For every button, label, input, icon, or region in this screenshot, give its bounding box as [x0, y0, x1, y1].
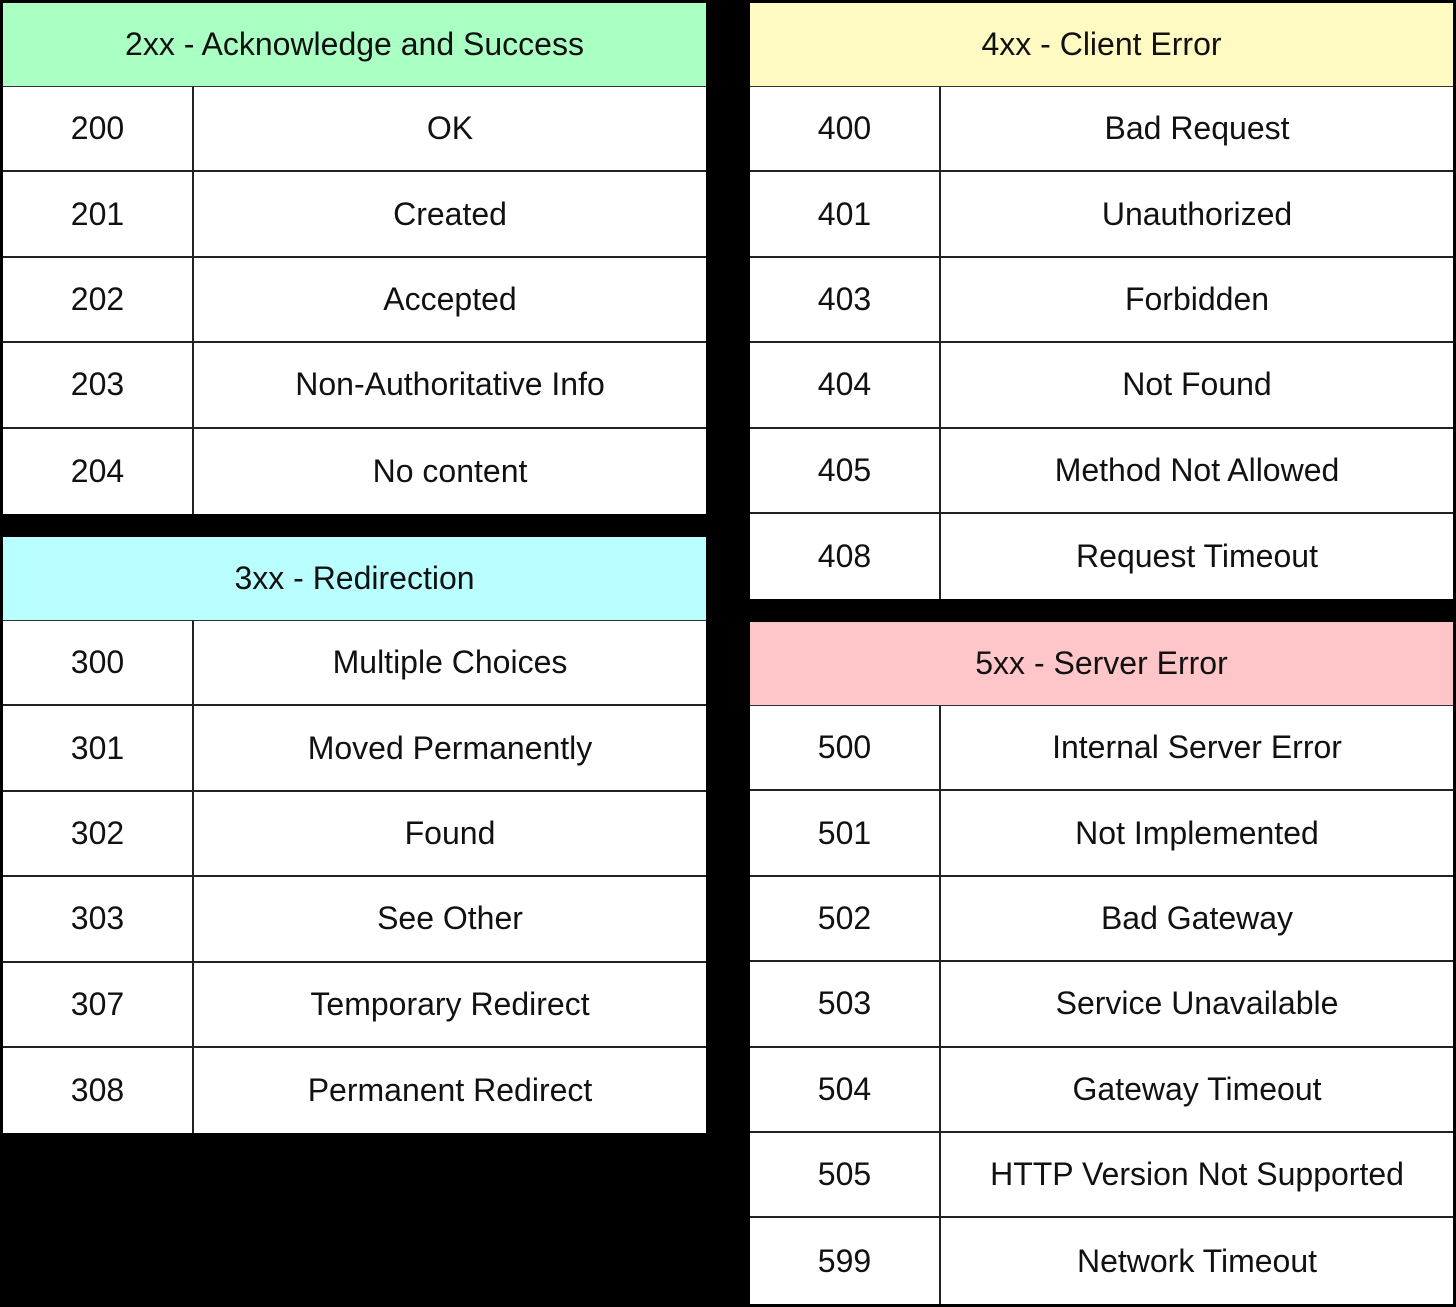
status-description: Multiple Choices: [332, 644, 568, 681]
status-code: 204: [3, 429, 194, 514]
status-row: [3, 706, 706, 791]
status-code: 401: [750, 172, 941, 255]
status-row: [3, 792, 706, 877]
status-group-2xx: [3, 3, 706, 514]
status-code: 200: [3, 87, 194, 170]
status-row: [750, 877, 1453, 962]
status-row: [3, 1048, 706, 1133]
status-row: [3, 429, 706, 514]
status-group-3xx: [3, 537, 706, 1133]
status-code: 504: [750, 1048, 941, 1131]
status-code: 300: [3, 621, 194, 704]
status-description: Service Unavailable: [1055, 985, 1339, 1022]
status-row: [750, 514, 1453, 599]
status-description: Not Found: [1122, 366, 1272, 403]
status-row: [750, 258, 1453, 343]
group-header-5xx: 5xx - Server Error: [750, 622, 1453, 706]
status-row: [750, 1133, 1453, 1218]
status-code: 202: [3, 258, 194, 341]
status-code: 505: [750, 1133, 941, 1216]
status-description: Internal Server Error: [1052, 729, 1342, 766]
status-code: 405: [750, 429, 941, 512]
status-row: [750, 962, 1453, 1047]
status-description: Bad Request: [1104, 110, 1290, 147]
status-description: Accepted: [383, 280, 517, 317]
group-header-4xx: 4xx - Client Error: [750, 3, 1453, 87]
status-code: 400: [750, 87, 941, 170]
status-code: 301: [3, 706, 194, 789]
status-code: 500: [750, 706, 941, 789]
status-row: [3, 258, 706, 343]
status-row: [750, 87, 1453, 172]
status-row: [3, 963, 706, 1048]
status-description: Created: [393, 195, 507, 232]
status-description: Network Timeout: [1076, 1242, 1318, 1279]
status-description: Unauthorized: [1101, 195, 1293, 232]
group-header-2xx: 2xx - Acknowledge and Success: [3, 3, 706, 87]
status-code: 408: [750, 514, 941, 599]
status-row: [750, 1048, 1453, 1133]
status-code: 599: [750, 1218, 941, 1303]
status-description: Bad Gateway: [1100, 899, 1294, 936]
status-code: 303: [3, 877, 194, 960]
status-row: [3, 343, 706, 428]
status-description: See Other: [377, 900, 523, 937]
group-header-3xx: 3xx - Redirection: [3, 537, 706, 621]
status-description: HTTP Version Not Supported: [990, 1156, 1404, 1193]
status-description: Request Timeout: [1076, 538, 1318, 575]
status-code: 307: [3, 963, 194, 1046]
status-row: [750, 706, 1453, 791]
status-row: [750, 429, 1453, 514]
status-description: Not Implemented: [1075, 814, 1319, 851]
status-code: 501: [750, 791, 941, 874]
status-code: 203: [3, 343, 194, 426]
status-code: 302: [3, 792, 194, 875]
status-code: 308: [3, 1048, 194, 1133]
status-description: Forbidden: [1124, 280, 1270, 317]
status-row: [3, 877, 706, 962]
status-row: [3, 621, 706, 706]
status-group-5xx: [750, 622, 1453, 1304]
status-code: 403: [750, 258, 941, 341]
status-row: [750, 1218, 1453, 1303]
status-row: [750, 791, 1453, 876]
status-description: No content: [372, 452, 528, 489]
status-group-4xx: [750, 3, 1453, 599]
status-description: OK: [426, 110, 474, 147]
status-row: [750, 343, 1453, 428]
status-code: 502: [750, 877, 941, 960]
status-description: Non-Authoritative Info: [295, 366, 605, 403]
status-code: 201: [3, 172, 194, 255]
status-code: 404: [750, 343, 941, 426]
status-description: Permanent Redirect: [307, 1072, 593, 1109]
status-description: Method Not Allowed: [1054, 451, 1340, 488]
status-description: Temporary Redirect: [310, 985, 590, 1022]
status-code: 503: [750, 962, 941, 1045]
status-row: [3, 172, 706, 257]
group-rows-3xx: [3, 621, 706, 1133]
group-rows-4xx: [750, 87, 1453, 599]
group-rows-2xx: [3, 87, 706, 514]
status-description: Found: [404, 814, 496, 851]
status-row: [750, 172, 1453, 257]
status-description: Moved Permanently: [307, 729, 593, 766]
status-row: [3, 87, 706, 172]
group-rows-5xx: [750, 706, 1453, 1304]
status-description: Gateway Timeout: [1072, 1070, 1322, 1107]
